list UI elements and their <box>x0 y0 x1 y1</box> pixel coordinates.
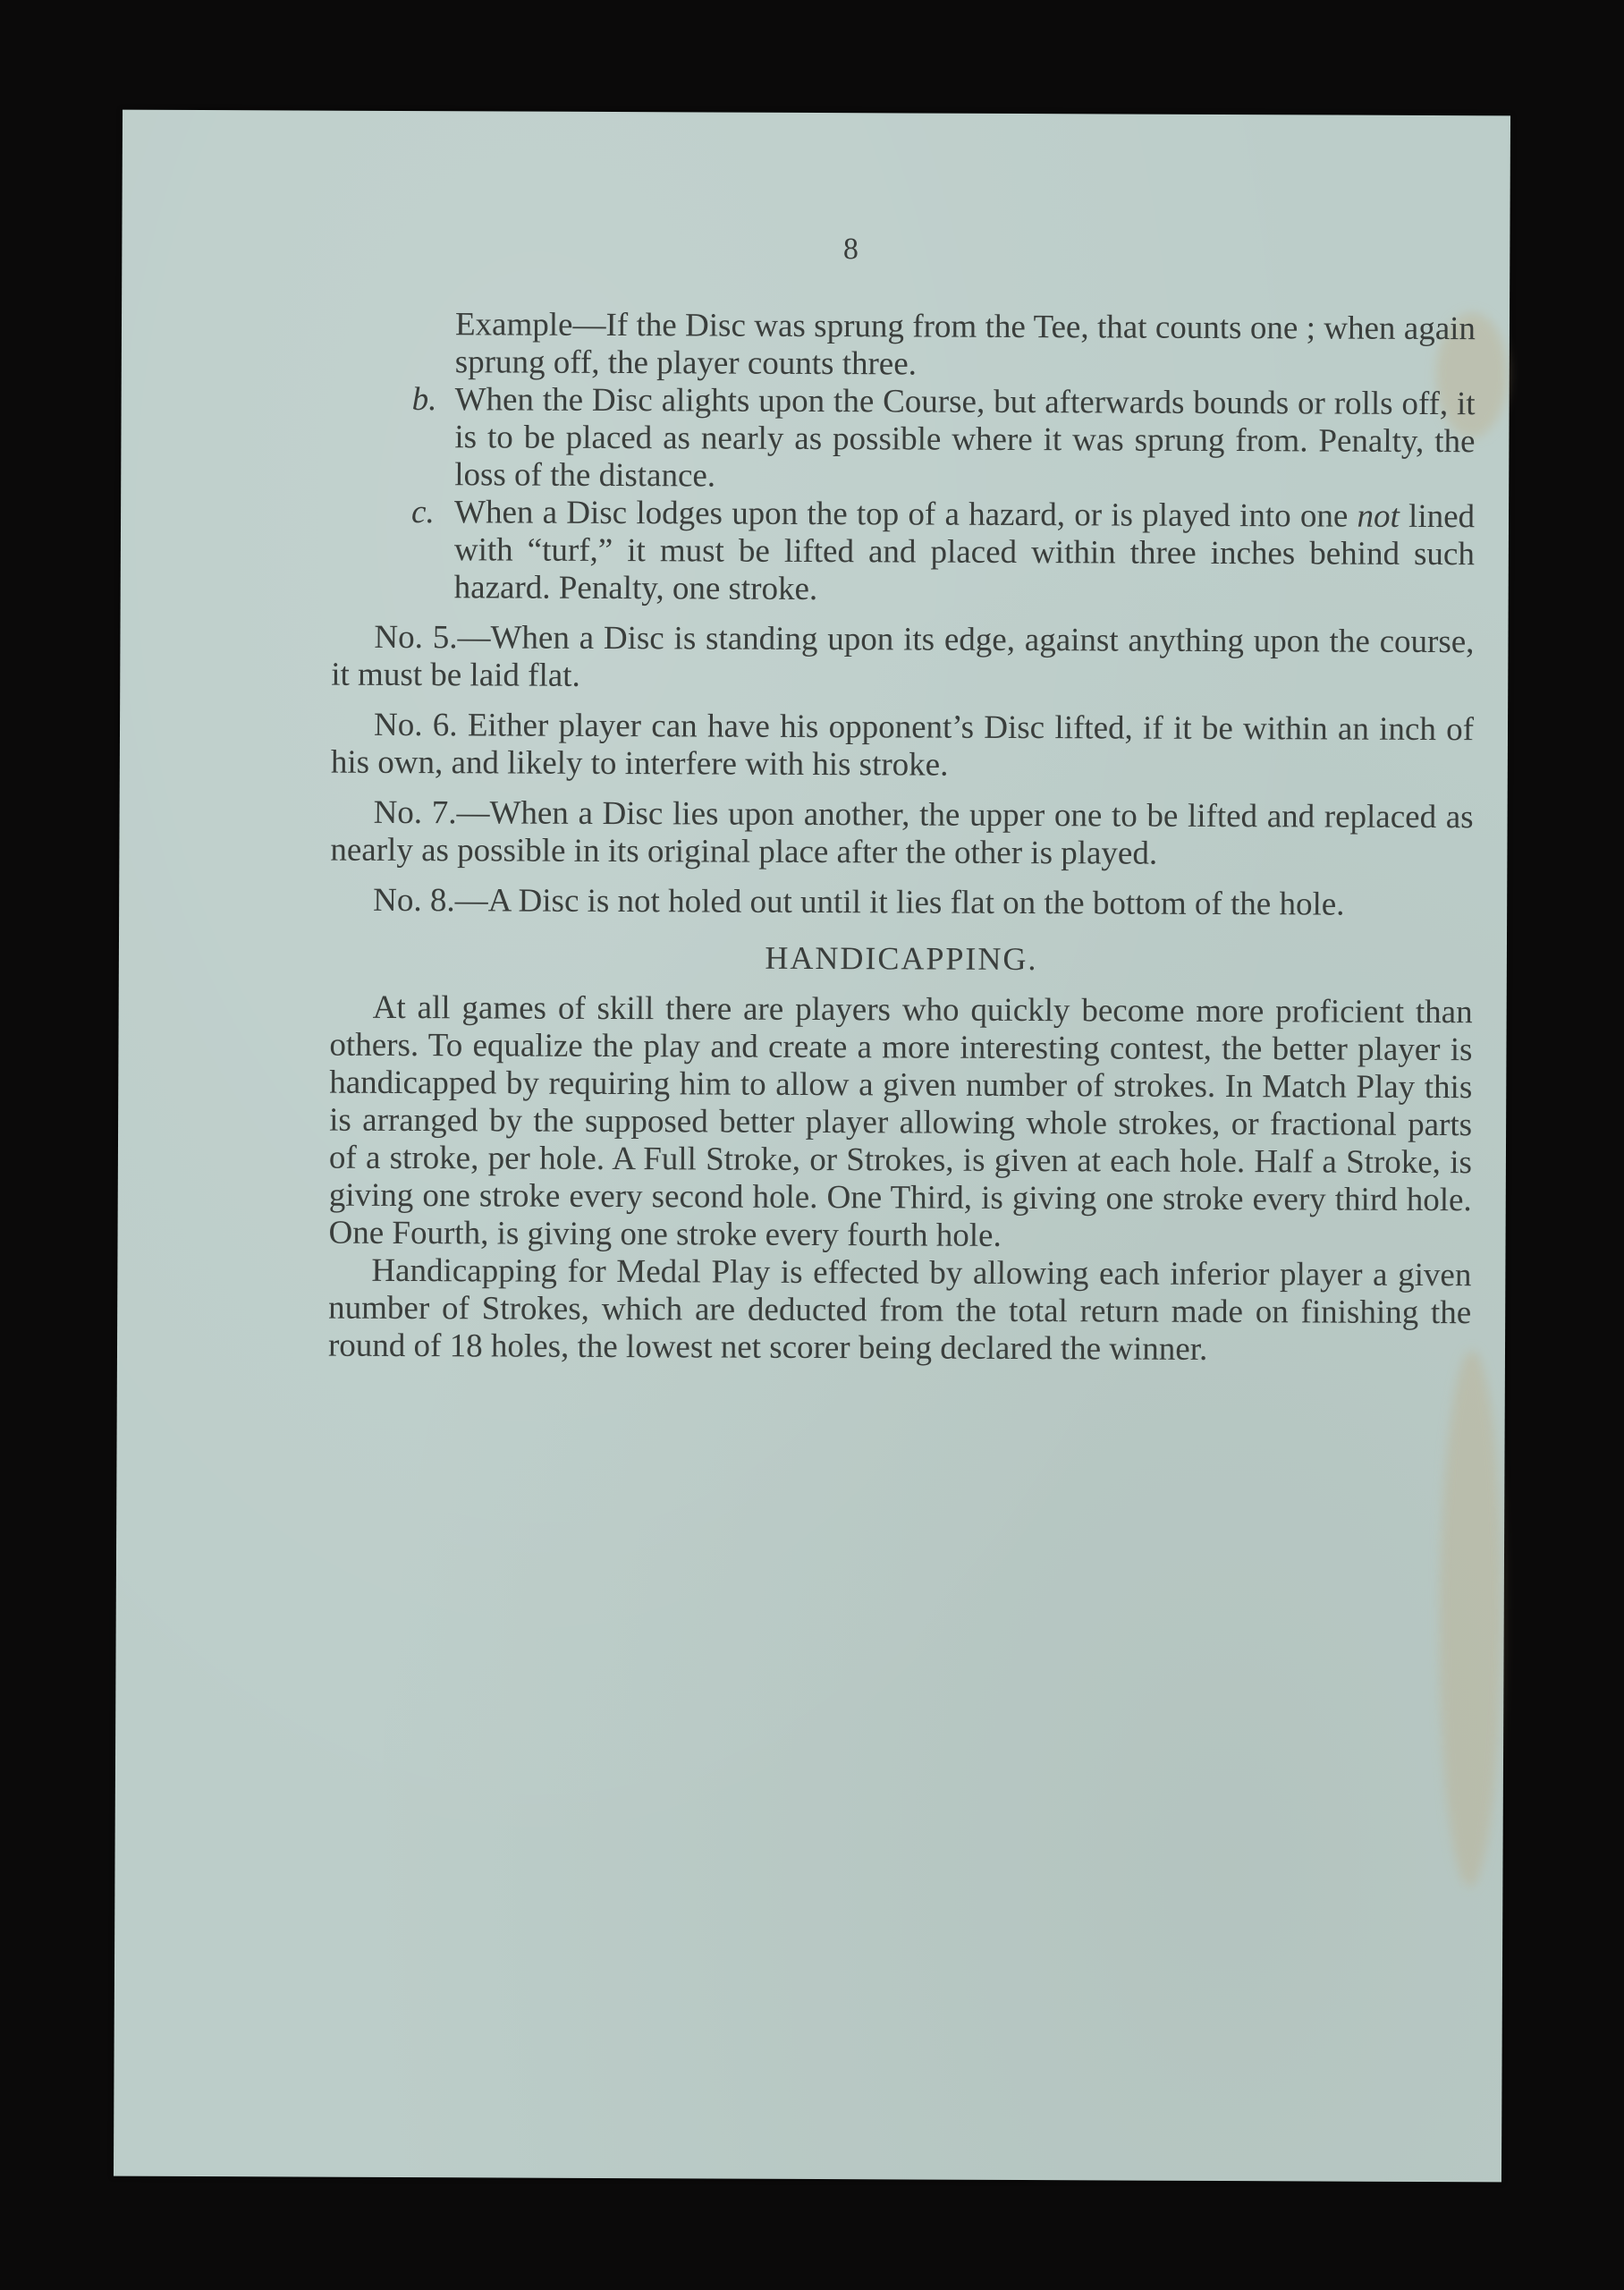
rule-no-6: No. 6. Either player can have his opponent’s Disc lifted, if it be within an inch of his own, and likely to interfere with his stroke. <box>330 706 1475 784</box>
rule-sub-b <box>411 381 1476 498</box>
sub-c-text-start: When a Disc lodges upon the top of a hazard, or is played into one <box>453 494 1358 535</box>
section-heading: HANDICAPPING. <box>765 939 1038 978</box>
handicapping-paragraph: Handicapping for Medal Play is effected by allowing each inferior player a given number of Strokes, which are deducted from the total return made on finishing the round of 18 holes, the lowest net scorer being declared the winner. <box>327 1251 1472 1368</box>
edge-stain <box>1438 1350 1503 1887</box>
sub-letter-b: b. <box>411 381 437 419</box>
page-body <box>328 306 1476 1370</box>
sub-b-text: When the Disc alights upon the Course, but afterwards bounds or rolls off, it is to be placed as nearly as possible where it was sprung from. Penalty, the loss of the distance. <box>454 381 1476 495</box>
sub-letter-c: c. <box>410 494 435 531</box>
rule-no-5: No. 5.—When a Disc is standing upon its edge, against anything upon the course, it must be laid flat. <box>331 618 1475 694</box>
rule-sub-c <box>410 494 1476 611</box>
sub-c-text <box>454 494 1476 611</box>
sub-c-text-end: lined with “turf,” it must be lifted and placed within three inches behind such hazard. Penalty, one stroke. <box>453 497 1476 608</box>
example-text: Example—If the Disc was sprung from the Tee, that counts one ; when again sprung off, the player counts three. <box>454 306 1476 383</box>
rule-no-8: No. 8.—A Disc is not holed out until it lies flat on the bottom of the hole. <box>373 881 1345 923</box>
rule-no-7: No. 7.—When a Disc lies upon another, the upper one to be lifted and replaced as nearly as possible in its original place after the other is played. <box>330 793 1474 872</box>
page-number: 8 <box>842 233 859 267</box>
handicapping-paragraph: At all games of skill there are players who quickly become more proficient than others. To equalize the play and create a more interesting contest, the better player is handicapped by requiring him to allow a given number of strokes. In Match Play this is arranged by the supposed better player allowing whole strokes, or fractional parts of a stroke, per hole. A Full Stroke, or Strokes, is given at each hole. Half a Stroke, is giving one stroke every second hole. One Third, is giving one stroke every third hole. One Fourth, is giving one stroke every fourth hole. <box>328 988 1473 1254</box>
rule-example <box>455 306 1476 386</box>
sub-c-emphasis: not <box>1357 497 1400 535</box>
document-page <box>114 110 1510 2183</box>
